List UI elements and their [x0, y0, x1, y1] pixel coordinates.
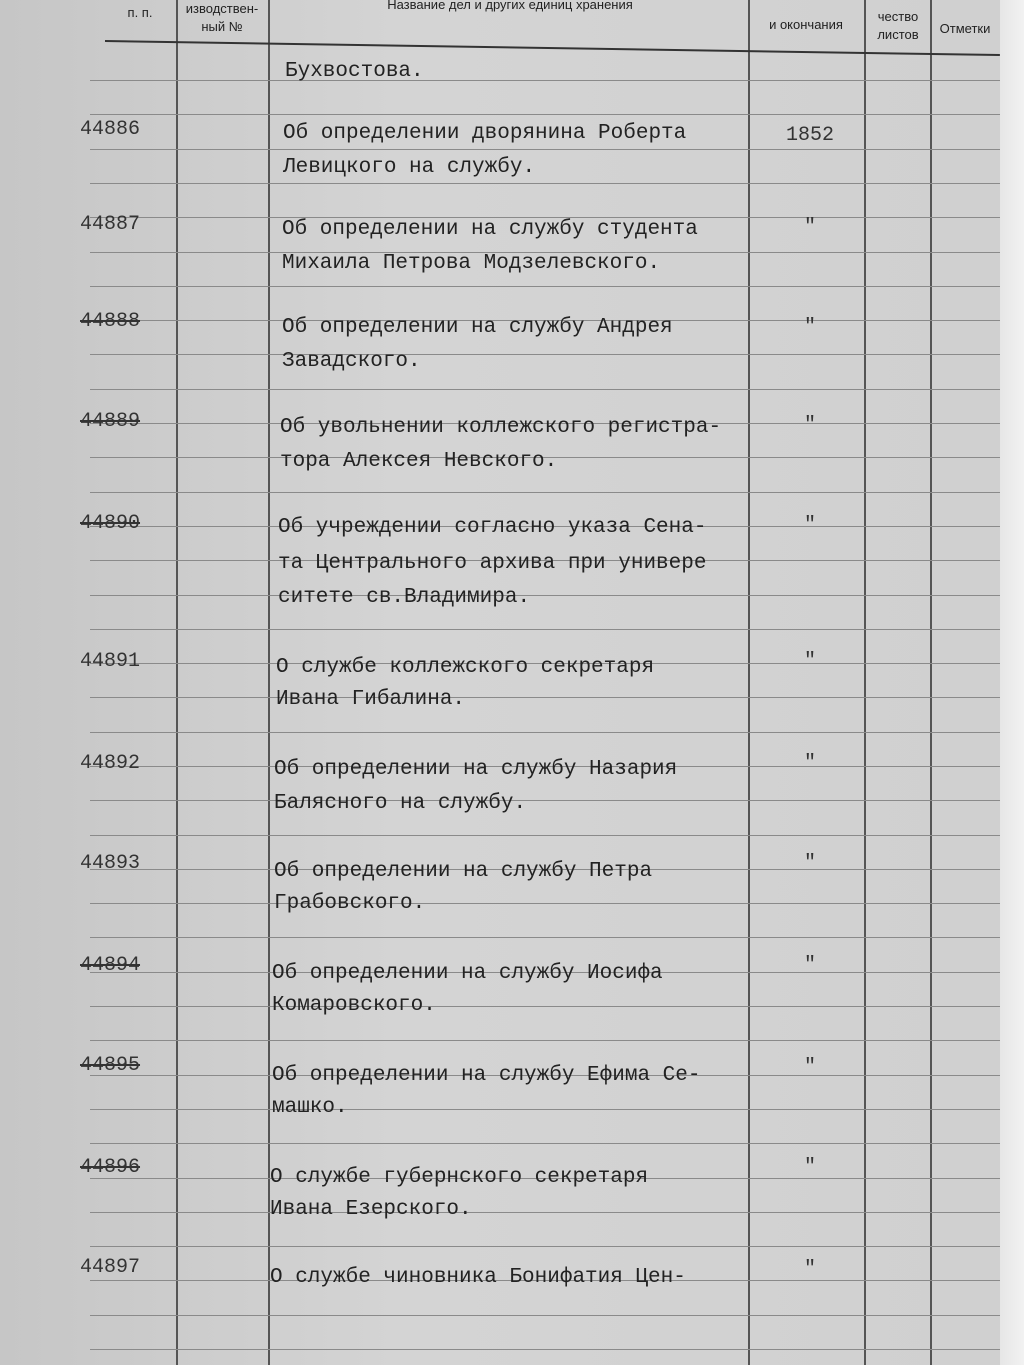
- row-number: 44894: [80, 954, 141, 977]
- ruled-line: [90, 389, 1000, 390]
- row-title-line: ситете св.Владимира.: [278, 586, 531, 609]
- ruled-line: [90, 629, 1000, 630]
- header-date: и окончания: [769, 17, 843, 32]
- row-title-line: Об определении на службу студента: [282, 218, 698, 241]
- row-title-line: Ивана Гибалина.: [276, 688, 466, 711]
- row-number: 44897: [80, 1256, 141, 1279]
- row-date: 1852: [785, 124, 834, 147]
- row-date: ": [803, 954, 816, 977]
- row-date: ": [803, 316, 816, 339]
- ruled-line: [90, 1315, 1000, 1316]
- row-date: ": [803, 852, 816, 875]
- row-number: 44896: [80, 1156, 141, 1179]
- row-number: 44891: [80, 650, 141, 673]
- row-title-line: машко.: [272, 1096, 348, 1119]
- row-number: 44887: [80, 213, 141, 236]
- row-title-line: Завадского.: [282, 350, 421, 373]
- ruled-line: [90, 1349, 1000, 1350]
- continuation-text: Бухвостова.: [285, 60, 424, 83]
- row-number: 44888: [80, 310, 141, 333]
- row-title-line: Комаровского.: [272, 994, 436, 1017]
- ruled-line: [90, 1040, 1000, 1041]
- row-title-line: Об определении на службу Петра: [274, 860, 653, 883]
- header-num: п. п.: [127, 5, 153, 20]
- page-edge: [1000, 0, 1024, 1365]
- row-title-line: та Центрального архива при универе: [278, 552, 707, 575]
- ruled-line: [90, 492, 1000, 493]
- row-title-line: Левицкого на службу.: [283, 156, 536, 179]
- ruled-line: [90, 114, 1000, 115]
- row-title-line: Об определении на службу Назария: [274, 758, 678, 781]
- row-title-line: Об увольнении коллежского регистра-: [280, 416, 722, 439]
- row-title-line: Балясного на службу.: [274, 792, 527, 815]
- row-date: ": [803, 650, 816, 673]
- ruled-line: [90, 1143, 1000, 1144]
- row-title-line: Ивана Езерского.: [270, 1198, 472, 1221]
- row-date: ": [803, 414, 816, 437]
- header-index: изводствен- ный №: [185, 1, 259, 34]
- row-number: 44895: [80, 1054, 141, 1077]
- row-date: ": [803, 1258, 816, 1281]
- row-title-line: О службе чиновника Бонифатия Цен-: [270, 1266, 686, 1289]
- row-title-line: Об учреждении согласно указа Сена-: [278, 516, 707, 539]
- header-notes: Отметки: [939, 21, 991, 36]
- row-title-line: Об определении дворянина Роберта: [283, 122, 687, 145]
- row-date: ": [803, 752, 816, 775]
- row-number: 44890: [80, 512, 141, 535]
- header-sheets: чество листов: [877, 9, 919, 42]
- row-title-line: Об определении на службу Ефима Се-: [272, 1064, 701, 1087]
- column-divider: [930, 0, 932, 1365]
- row-number: 44893: [80, 852, 141, 875]
- row-number: 44889: [80, 410, 141, 433]
- row-title-line: Михаила Петрова Модзелевского.: [282, 252, 661, 275]
- row-number: 44886: [80, 118, 141, 141]
- row-title-line: тора Алексея Невского.: [280, 450, 558, 473]
- row-number: 44892: [80, 752, 141, 775]
- ruled-line: [90, 835, 1000, 836]
- row-date: ": [803, 1156, 816, 1179]
- row-date: ": [803, 216, 816, 239]
- row-title-line: О службе коллежского секретаря: [276, 656, 655, 679]
- row-date: ": [803, 514, 816, 537]
- ruled-line: [90, 937, 1000, 938]
- ruled-line: [90, 1246, 1000, 1247]
- row-title-line: Об определении на службу Иосифа: [272, 962, 663, 985]
- row-title-line: Об определении на службу Андрея: [282, 316, 673, 339]
- row-title-line: Грабовского.: [274, 892, 426, 915]
- column-divider: [864, 0, 866, 1365]
- header-title: Название дел и других единиц хранения: [387, 0, 633, 12]
- ruled-line: [90, 286, 1000, 287]
- row-date: ": [803, 1056, 816, 1079]
- row-title-line: О службе губернского секретаря: [270, 1166, 649, 1189]
- ruled-line: [90, 732, 1000, 733]
